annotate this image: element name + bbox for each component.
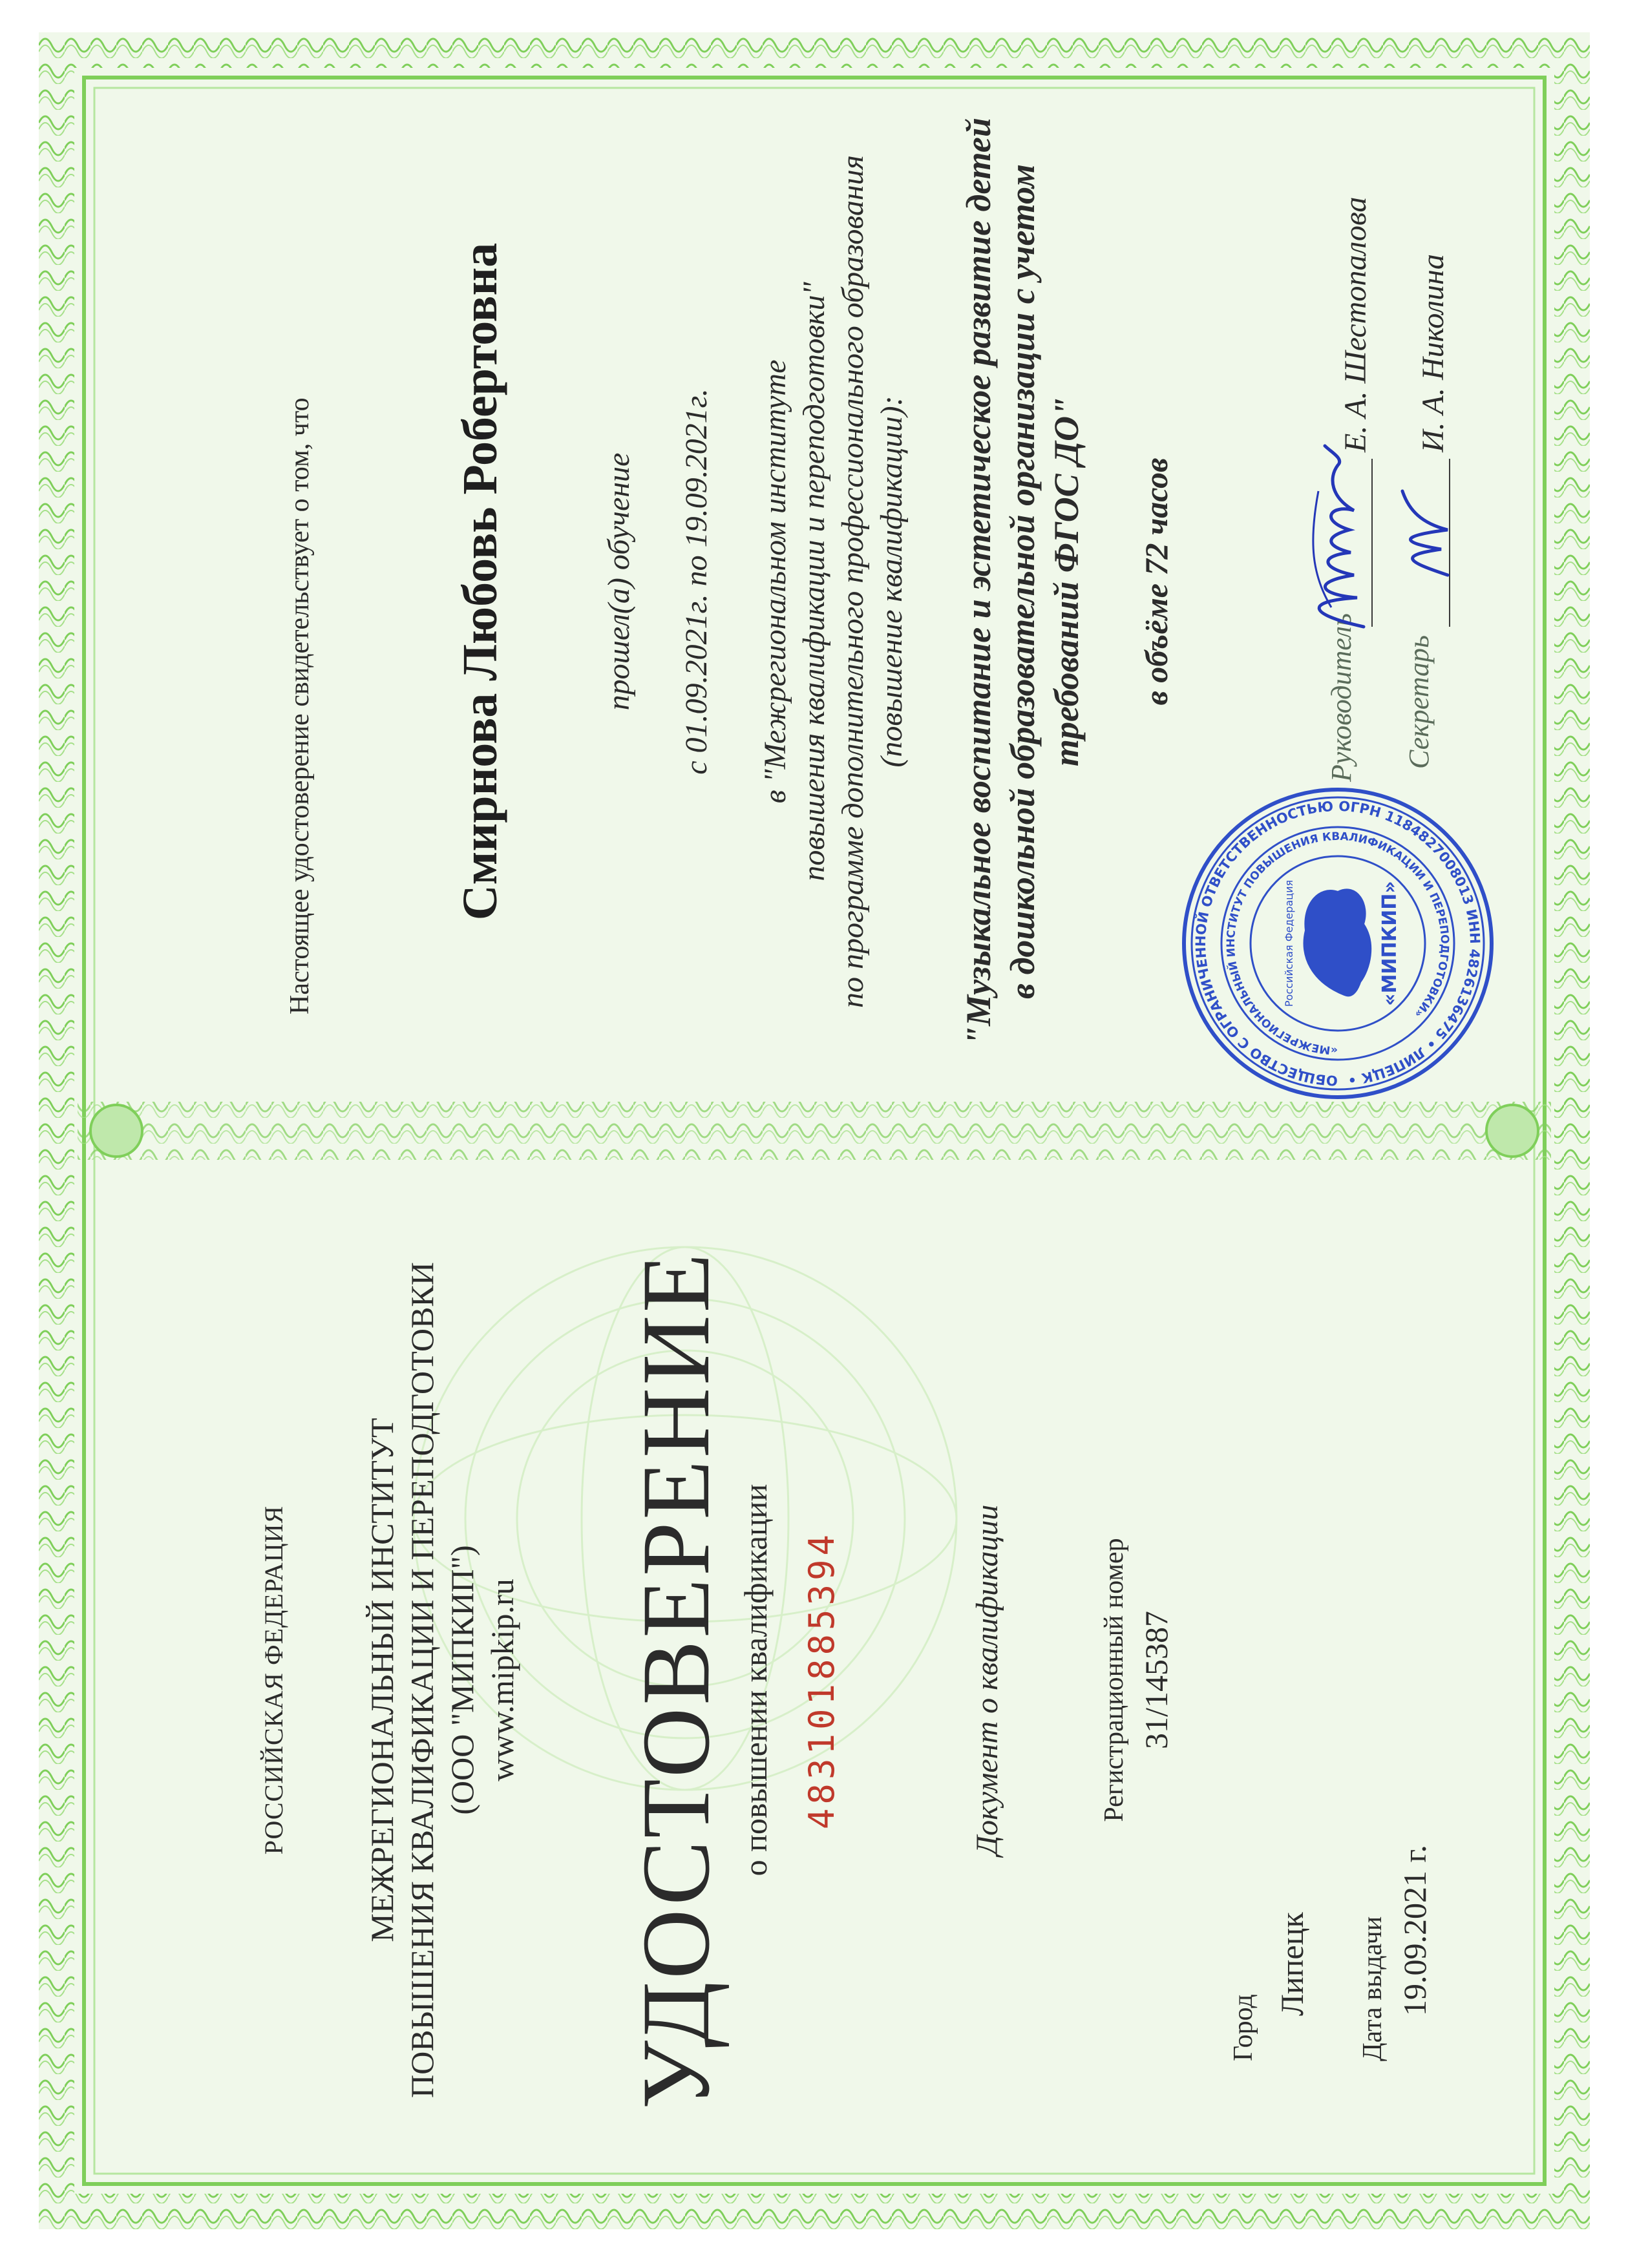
institution-line: по программе дополнительного профессионального образования [836, 155, 870, 1008]
document-title: УДОСТОВЕРЕНИЕ [622, 1250, 730, 2110]
document-kind: Документ о квалификации [970, 1504, 1004, 1856]
head-signature [1293, 439, 1383, 633]
stamp-inner-text: «МЕЖРЕГИОНАЛЬНЫЙ ИНСТИТУТ ПОВЫШЕНИЯ КВАЛИФИКАЦИИ И ПЕРЕПОДГОТОВКИ» [1224, 830, 1452, 1057]
program-title [956, 32, 1088, 1131]
serial-number: 483101885394 [801, 1530, 842, 1830]
institution-line: (повышение квалификации): [874, 395, 909, 768]
studied-text: прошел(а) обучение [602, 452, 636, 711]
country-label: РОССИЙСКАЯ ФЕДЕРАЦИЯ [259, 1505, 288, 1855]
stamp-map-caption: Российская Федерация [1283, 879, 1295, 1007]
certificate-sheet [39, 32, 1590, 2229]
program-hours: в объёме 72 часов [1138, 457, 1174, 706]
org-line: ПОВЫШЕНИЯ КВАЛИФИКАЦИИ И ПЕРЕПОДГОТОВКИ [404, 1262, 440, 2098]
institution-line: в "Межрегиональном институте [758, 359, 792, 804]
document-subtitle: о повышении квалификации [737, 1484, 774, 1876]
program-line: в дошкольной образовательной организации с учетом [1003, 163, 1042, 1000]
program-line: "Музыкальное воспитание и эстетическое развитие детей [959, 118, 998, 1045]
secretary-name: И. А. Николина [1416, 254, 1450, 452]
org-line: МЕЖРЕГИОНАЛЬНЫЙ ИНСТИТУТ [364, 1418, 400, 1942]
program-line: требований ФГОС ДО" [1047, 397, 1086, 766]
recipient-name: Смирнова Любовь Робертовна [453, 242, 507, 921]
city-value: Липецк [1274, 1912, 1310, 2016]
head-name: Е. А. Шестопалова [1338, 196, 1373, 452]
study-period: с 01.09.2021г. по 19.09.2021г. [679, 388, 713, 775]
head-role-label: Руководитель [1326, 613, 1357, 782]
registration-number: 31/145387 [1138, 1611, 1174, 1749]
registration-label: Регистрационный номер [1099, 1538, 1129, 1822]
secretary-signature [1383, 472, 1467, 588]
institution-line: повышения квалификации и переподготовки" [797, 282, 831, 881]
city-label: Город [1229, 1994, 1258, 2061]
right-page [39, 32, 1590, 1131]
institution-text [756, 32, 911, 1131]
secretary-role-label: Секретарь [1403, 635, 1435, 769]
issue-date-value: 19.09.2021 г. [1397, 1845, 1433, 2016]
company-stamp [1176, 782, 1499, 1105]
stamp-center-name: «МИПКИП» [1379, 881, 1401, 1006]
org-line: (ООО "МИПКИП") [444, 1545, 480, 1815]
stamp-outer-text: ОБЩЕСТВО С ОГРАНИЧЕННОЙ ОТВЕТСТВЕННОСТЬЮ ОГРН 1184827008013 ИНН 4826136475 • ЛИПЕЦК • [1192, 798, 1483, 1089]
left-page [39, 1131, 1590, 2229]
organization-name [362, 1131, 522, 2229]
org-website: www.mipkip.ru [484, 1579, 520, 1781]
rotated-content [39, 32, 1590, 2229]
issue-date-label: Дата выдачи [1358, 1916, 1388, 2061]
intro-text: Настоящее удостоверение свидетельствует о том, что [285, 397, 315, 1014]
